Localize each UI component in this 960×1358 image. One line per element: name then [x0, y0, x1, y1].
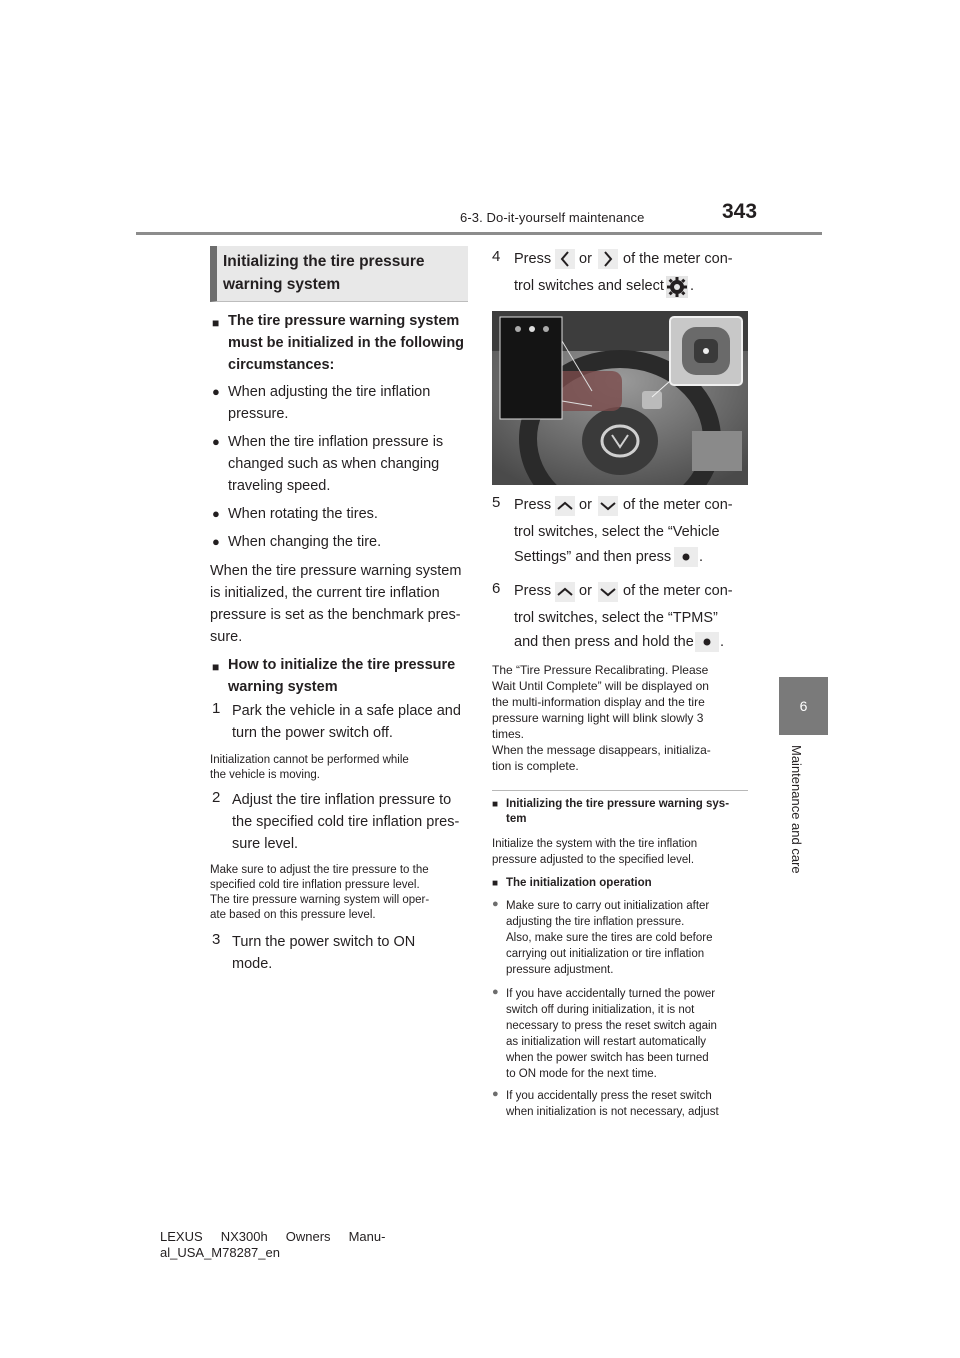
bullet-item: When adjusting the tire inflation pressure.	[228, 384, 431, 422]
square-bullet-icon: ■	[492, 799, 499, 810]
bullet-dot-icon: ●	[212, 434, 220, 449]
step-5-press: Press	[514, 497, 552, 513]
step-5-period: .	[699, 549, 704, 565]
step-6-line2: trol switches, select the “TPMS”	[514, 610, 718, 626]
section-title: 6-3. Do-it-yourself maintenance	[460, 210, 645, 225]
bullet-dot-icon: ●	[492, 1088, 499, 1100]
bullet-dot-icon: ●	[212, 534, 220, 549]
subheading-how-to: How to initialize the tire pressure warning system	[228, 657, 456, 695]
step-3-text: Turn the power switch to ON mode.	[232, 934, 416, 972]
chevron-up-icon	[555, 496, 575, 516]
footer-line-2: al_USA_M78287_en	[160, 1245, 280, 1260]
chapter-number: 6	[799, 698, 808, 714]
header-divider	[136, 232, 822, 235]
step-4-period: .	[690, 278, 695, 294]
benchmark-paragraph: When the tire pressure warning system is initialized, the current tire inflation pressure is set as the benchmark pres- sure.	[210, 563, 462, 645]
step-5-line3: Settings” and then press	[514, 549, 672, 565]
chevron-left-icon	[555, 249, 575, 269]
step-6-tail: of the meter con-	[623, 583, 733, 599]
steering-wheel-photo	[492, 311, 748, 485]
section-heading-text: Initializing the tire pressure warning system	[223, 253, 425, 293]
square-bullet-icon: ■	[492, 878, 499, 889]
bullet-dot-icon: ●	[492, 986, 499, 998]
step-6-or: or	[579, 583, 592, 599]
enter-button-icon	[695, 632, 719, 652]
section-heading	[210, 246, 468, 302]
step-2-text: Adjust the tire inflation pressure to the specified cold tire inflation pres- sure level.	[232, 792, 460, 852]
bullet-item: When changing the tire.	[228, 534, 382, 550]
step-2-note: Make sure to adjust the tire pressure to the specified cold tire inflation pressure level. The tire pressure warning system will oper- ate based on this pressure level.	[210, 864, 430, 921]
info-bullet: If you accidentally press the reset switch when initialization is not necessary, adjust	[506, 1090, 719, 1118]
bullet-item: When rotating the tires.	[228, 506, 378, 522]
enter-button-icon	[674, 547, 698, 567]
bullet-dot-icon: ●	[212, 384, 220, 399]
step-6-period: .	[720, 634, 725, 650]
step-number: 3	[212, 931, 221, 948]
chevron-right-icon	[598, 249, 618, 269]
step-number: 1	[212, 700, 221, 717]
step-6-line3: and then press and hold the	[514, 634, 694, 650]
info-subheading: The initialization operation	[506, 877, 652, 889]
step-5-tail: of the meter con-	[623, 497, 733, 513]
step-number: 6	[492, 580, 501, 597]
footer-line-1: LEXUS NX300h Owners Manu-	[160, 1229, 386, 1244]
square-bullet-icon: ■	[212, 660, 220, 674]
info-text: Initialize the system with the tire inflation pressure adjusted to the specified level.	[492, 838, 698, 866]
gear-icon	[666, 276, 688, 298]
square-bullet-icon: ■	[212, 316, 220, 330]
step-1-text: Park the vehicle in a safe place and turn the power switch off.	[232, 703, 461, 741]
chapter-tab[interactable]	[779, 677, 828, 735]
step-number: 2	[212, 789, 221, 806]
page-number: 343	[722, 200, 758, 223]
step-5-line2: trol switches, select the “Vehicle	[514, 524, 720, 540]
step-1-note: Initialization cannot be performed while the vehicle is moving.	[210, 754, 409, 781]
step-number: 4	[492, 248, 501, 265]
info-heading: Initializing the tire pressure warning sys- tem	[506, 798, 730, 825]
step-6-press: Press	[514, 583, 552, 599]
subheading-must-initialize: The tire pressure warning system must be initialized in the following circumstances:	[228, 313, 465, 373]
info-divider	[492, 790, 748, 791]
info-bullet: Make sure to carry out initialization after adjusting the tire inflation pressure. Also, make sure the tires are cold before carrying out initialization or tire inflation pressure adjustment.	[506, 900, 713, 976]
step-4-tail: of the meter con-	[623, 251, 733, 267]
step-5-or: or	[579, 497, 592, 513]
step-number: 5	[492, 494, 501, 511]
chapter-title-vertical	[776, 745, 812, 895]
step-4-press: Press	[514, 251, 552, 267]
bullet-dot-icon: ●	[212, 506, 220, 521]
step-4-or: or	[579, 251, 592, 267]
bullet-item: When the tire inflation pressure is changed such as when changing traveling speed.	[228, 434, 444, 494]
chevron-down-icon	[598, 582, 618, 602]
bullet-dot-icon: ●	[492, 898, 499, 910]
chevron-down-icon	[598, 496, 618, 516]
chapter-title: Maintenance and care	[789, 745, 804, 874]
step-4-line2: trol switches and select	[514, 278, 664, 294]
chevron-up-icon	[555, 582, 575, 602]
info-bullet: If you have accidentally turned the power switch off during initialization, it is not necessary to press the reset switch again as initialization will restart automatically when the power switch has been turned to ON mode for the next time.	[506, 988, 717, 1080]
recalibrating-note: The “Tire Pressure Recalibrating. Please Wait Until Complete” will be displayed on the multi-information display and the tire pressure warning light will blink slowly 3 times. When the message disappears, initializa- tion is complete.	[492, 663, 711, 773]
